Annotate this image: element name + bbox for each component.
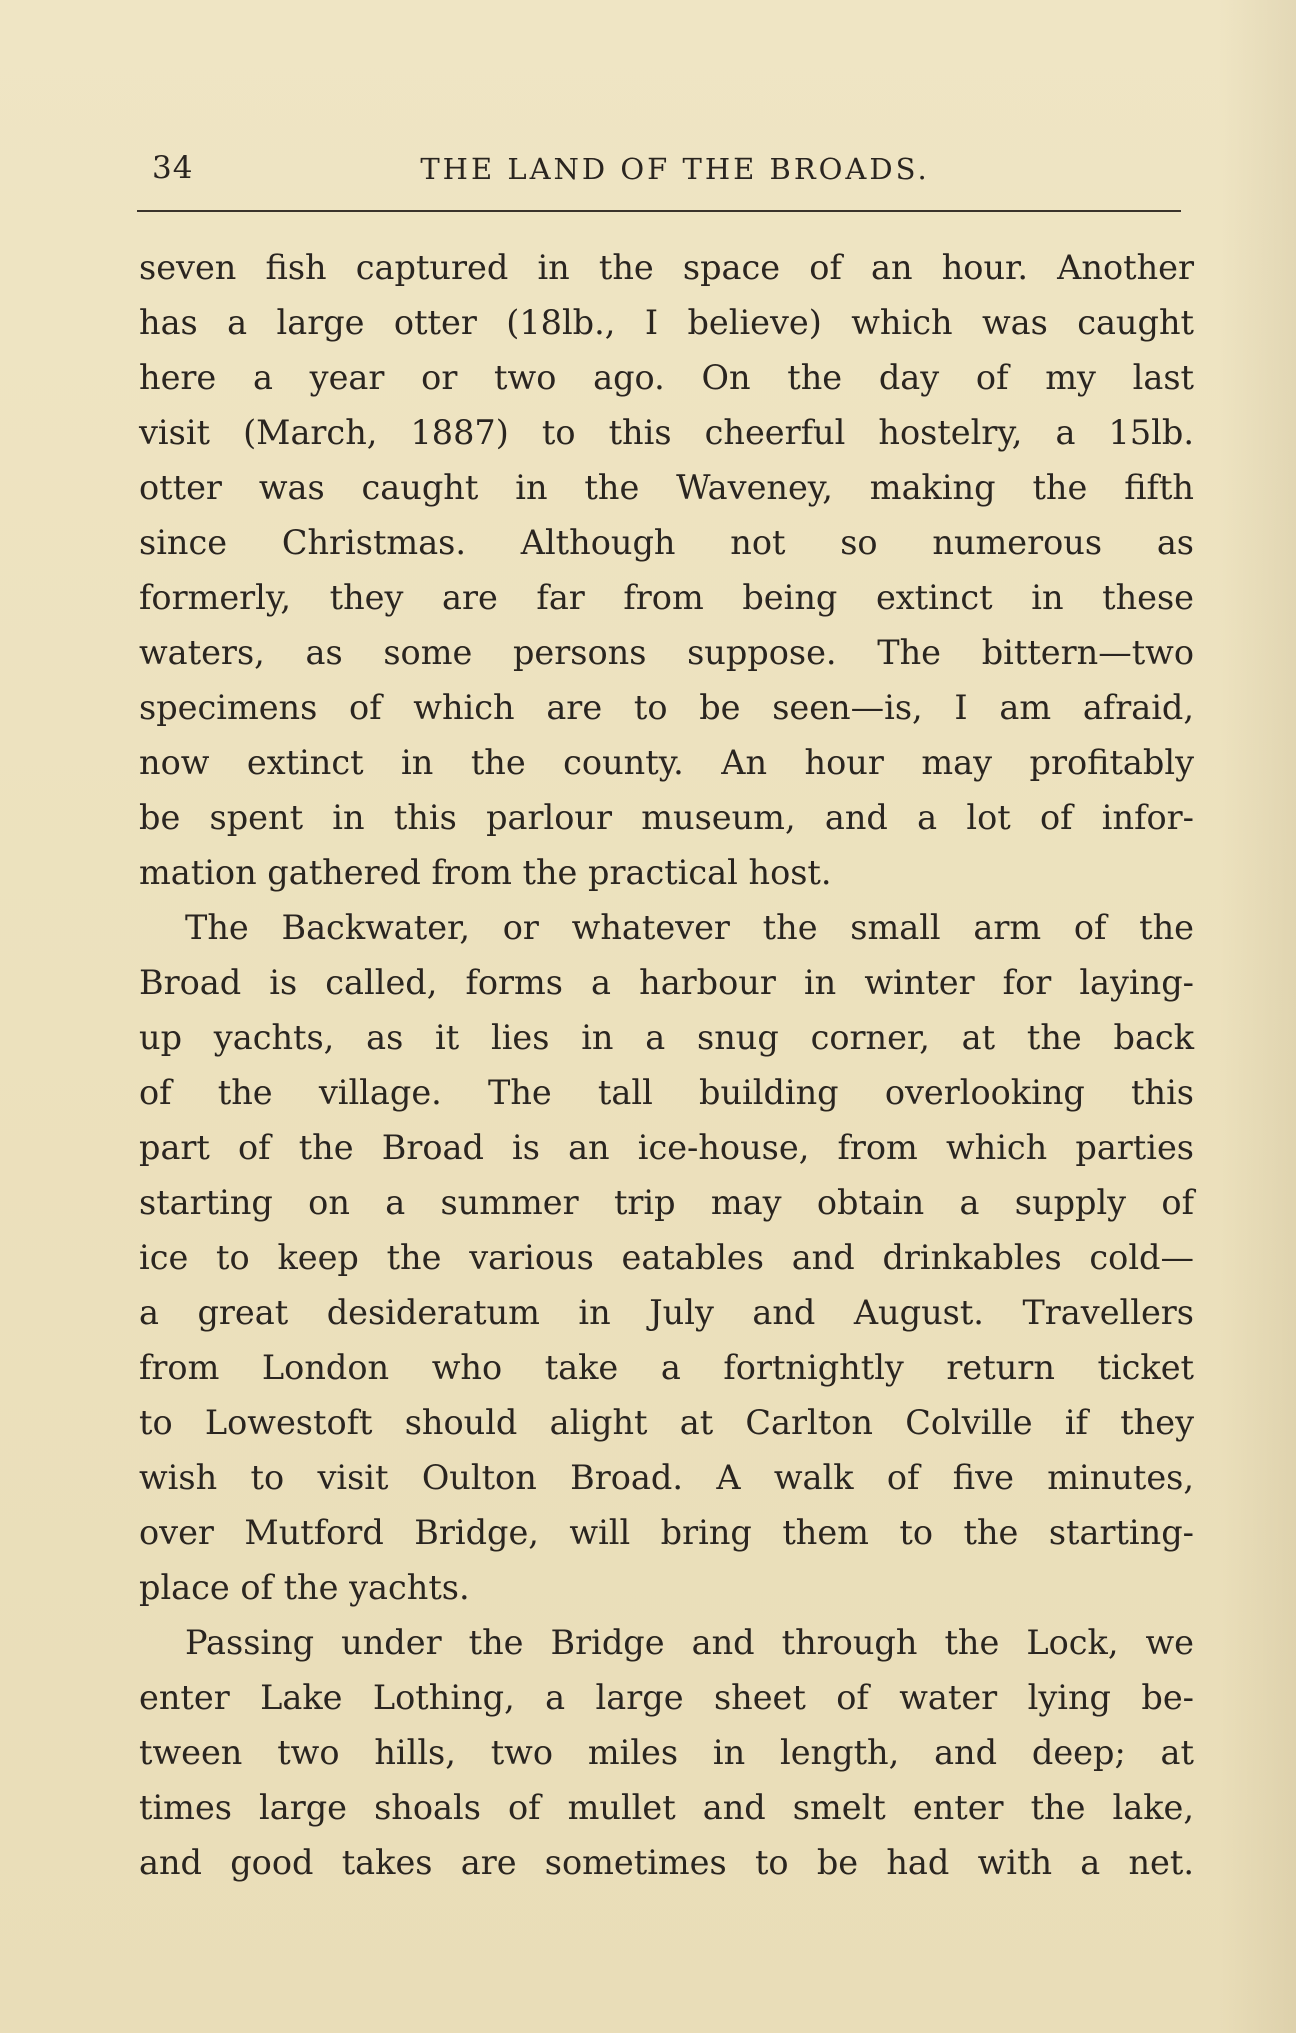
text-line: otter was caught in the Waveney, making the fifth bbox=[139, 468, 1194, 507]
body-text bbox=[139, 240, 1194, 1890]
text-line: of the village. The tall building overlooking this bbox=[139, 1073, 1194, 1112]
text-line: specimens of which are to be seen—is, I am afraid, bbox=[139, 688, 1194, 727]
text-line: over Mutford Bridge, will bring them to the starting- bbox=[139, 1513, 1194, 1552]
page-number: 34 bbox=[152, 150, 194, 186]
text-line: The Backwater, or whatever the small arm of the bbox=[185, 908, 1194, 947]
text-line: a great desideratum in July and August. Travellers bbox=[139, 1293, 1194, 1332]
text-line: and good takes are sometimes to be had with a net. bbox=[139, 1843, 1194, 1882]
text-line: formerly, they are far from being extinct in these bbox=[139, 578, 1194, 617]
text-line: mation gathered from the practical host. bbox=[139, 853, 832, 892]
text-line: up yachts, as it lies in a snug corner, at the back bbox=[139, 1018, 1194, 1057]
text-line: here a year or two ago. On the day of my last bbox=[139, 358, 1194, 397]
text-line: ice to keep the various eatables and drinkables cold— bbox=[139, 1238, 1194, 1277]
text-line: to Lowestoft should alight at Carlton Colville if they bbox=[139, 1403, 1194, 1442]
text-line: tween two hills, two miles in length, and deep; at bbox=[139, 1733, 1194, 1772]
text-line: starting on a summer trip may obtain a supply of bbox=[139, 1183, 1194, 1222]
running-head bbox=[140, 150, 1180, 200]
text-line: seven fish captured in the space of an hour. Another bbox=[139, 248, 1194, 287]
text-line: now extinct in the county. An hour may profitably bbox=[139, 743, 1194, 782]
running-title: THE LAND OF THE BROADS. bbox=[420, 152, 930, 186]
text-line: visit (March, 1887) to this cheerful hostelry, a 15lb. bbox=[139, 413, 1194, 452]
text-line: Broad is called, forms a harbour in winter for laying- bbox=[139, 963, 1194, 1002]
text-line: wish to visit Oulton Broad. A walk of five minutes, bbox=[139, 1458, 1194, 1497]
text-line: Passing under the Bridge and through the Lock, we bbox=[185, 1623, 1194, 1662]
text-line: from London who take a fortnightly return ticket bbox=[139, 1348, 1194, 1387]
text-line: place of the yachts. bbox=[139, 1568, 470, 1607]
text-line: since Christmas. Although not so numerous as bbox=[139, 523, 1194, 562]
text-line: has a large otter (18lb., I believe) which was caught bbox=[139, 303, 1194, 342]
text-line: enter Lake Lothing, a large sheet of water lying be- bbox=[139, 1678, 1194, 1717]
text-line: waters, as some persons suppose. The bittern—two bbox=[139, 633, 1194, 672]
header-rule bbox=[137, 210, 1181, 212]
text-line: times large shoals of mullet and smelt enter the lake, bbox=[139, 1788, 1194, 1827]
text-line: be spent in this parlour museum, and a lot of infor- bbox=[139, 798, 1194, 837]
text-line: part of the Broad is an ice-house, from which parties bbox=[139, 1128, 1194, 1167]
